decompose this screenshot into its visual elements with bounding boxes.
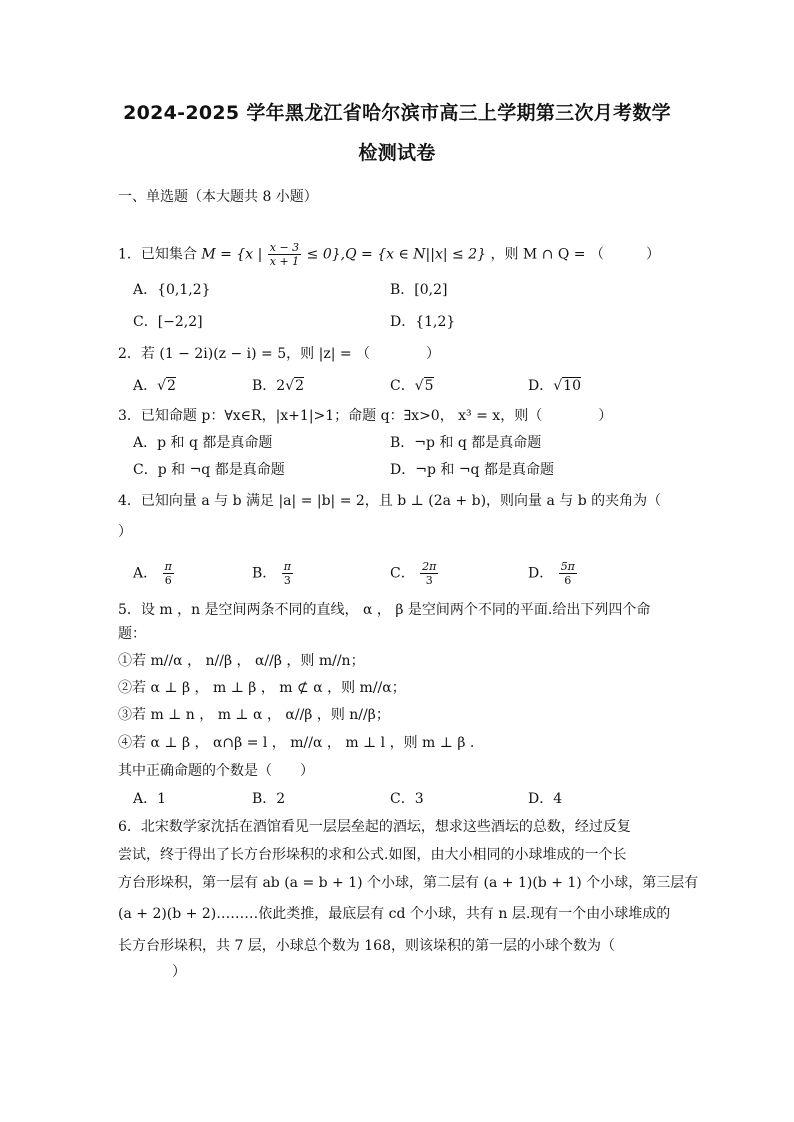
question-6-line4: (a + 2)(b + 2)………依此类推，最底层有 cd 个小球，共有 n 层.现有一个由小球堆成的 <box>118 906 671 922</box>
q4-option-a <box>133 560 175 587</box>
q5-option-b: B．2 <box>252 791 286 807</box>
question-2: 2．若 (1 − 2i)(z − i) = 5，则 |z| = （ ） <box>118 346 441 362</box>
q4-option-d <box>528 560 578 587</box>
question-5-line1: 5．设 m ，n 是空间两条不同的直线， α ， β 是空间两个不同的平面.给出下列四个命 <box>118 602 651 618</box>
q4-d-num: 5π <box>560 560 575 573</box>
q2-option-d-radicand: 10 <box>563 378 581 394</box>
q4-option-a-frac <box>163 560 174 587</box>
q1-set-m-close: ≤ 0},Q = {x ∈ N||x| ≤ 2} <box>306 246 487 263</box>
q5-item-2: ②若 α ⊥ β ， m ⊥ β ， m ⊄ α ，则 m//α； <box>118 680 406 696</box>
question-4-line1: 4．已知向量 a 与 b 满足 |a| = |b| = 2，且 b ⊥ (2a + b)，则向量 a 与 b 的夹角为（ <box>118 493 662 509</box>
q2-option-c-label: C． <box>390 378 415 394</box>
q2-option-a-radicand: 2 <box>167 378 176 394</box>
exam-title-line1: 2024-2025 学年黑龙江省哈尔滨市高三上学期第三次月考数学 <box>123 102 671 124</box>
q1-frac-num: x − 3 <box>269 241 300 254</box>
q4-option-b <box>252 560 294 587</box>
q4-a-den: 6 <box>164 574 172 587</box>
q4-option-d-frac <box>559 560 577 587</box>
q5-option-c: C．3 <box>390 791 424 807</box>
q1-suffix: ，则 M ∩ Q = （ ） <box>490 246 660 263</box>
section-heading: 一、单选题（本大题共 8 小题） <box>118 189 318 205</box>
question-4-line2: ） <box>118 524 132 540</box>
question-6-line3: 方台形垛积，第一层有 ab (a = b + 1) 个小球，第二层有 (a + 1)(b + 1) 个小球，第三层有 <box>118 875 699 891</box>
sqrt-icon: √ <box>553 378 563 394</box>
question-6-line6: ） <box>172 964 186 980</box>
q4-option-c-label: C． <box>390 565 415 582</box>
q4-option-d-label: D． <box>528 565 554 582</box>
q5-option-d: D．4 <box>528 791 563 807</box>
q1-option-b: B．[0,2] <box>390 282 448 298</box>
q1-option-d: D．{1,2} <box>390 314 456 330</box>
q1-fraction <box>268 241 301 268</box>
q3-option-c: C．p 和 ¬q 都是真命题 <box>133 462 285 478</box>
q4-c-num: 2π <box>422 560 437 573</box>
q2-option-a-label: A． <box>133 378 158 394</box>
question-6-line2: 尝试，终于得出了长方台形垛积的求和公式.如图，由大小相同的小球堆成的一个长 <box>118 847 627 863</box>
q5-option-a: A．1 <box>133 791 167 807</box>
q5-item-3: ③若 m ⊥ n ， m ⊥ α ， α//β ，则 n//β； <box>118 707 390 723</box>
q4-option-b-label: B． <box>252 565 277 582</box>
question-5-line2: 题： <box>118 626 146 642</box>
q2-option-d <box>528 377 581 395</box>
q2-option-b-label: B．2 <box>252 378 286 394</box>
q5-question: 其中正确命题的个数是（ ） <box>118 763 314 779</box>
sqrt-icon: √ <box>157 378 167 394</box>
q2-option-a <box>133 377 176 395</box>
question-1 <box>118 241 660 268</box>
q3-option-b: B．¬p 和 q 都是真命题 <box>390 435 542 451</box>
q4-b-den: 3 <box>283 574 291 587</box>
q3-option-d: D．¬p 和 ¬q 都是真命题 <box>390 462 554 478</box>
q5-item-1: ①若 m//α ， n//β ， α//β ，则 m//n； <box>118 653 365 669</box>
question-6-line1: 6．北宋数学家沈括在酒馆看见一层层垒起的酒坛，想求这些酒坛的总数，经过反复 <box>118 819 631 835</box>
q4-c-den: 3 <box>425 574 433 587</box>
q1-option-c: C．[−2,2] <box>133 314 203 330</box>
q4-option-a-label: A． <box>133 565 158 582</box>
sqrt-icon: √ <box>285 378 295 394</box>
question-6-line5: 长方台形垛积，共 7 层，小球总个数为 168，则该垛积的第一层的小球个数为（ <box>118 938 615 954</box>
q2-option-c-radicand: 5 <box>424 378 434 394</box>
q1-frac-den: x + 1 <box>269 255 300 268</box>
q4-d-den: 6 <box>564 574 572 587</box>
q4-option-c-frac <box>420 560 438 587</box>
sqrt-icon: √ <box>414 378 424 394</box>
q4-option-b-frac <box>282 560 293 587</box>
q2-option-b-radicand: 2 <box>295 378 305 394</box>
exam-title-line2: 检测试卷 <box>358 142 436 164</box>
q4-a-num: π <box>164 560 172 573</box>
q1-prefix: 1．已知集合 <box>118 246 197 263</box>
q4-b-num: π <box>283 560 291 573</box>
q5-item-4: ④若 α ⊥ β ， α∩β = l ， m//α ， m ⊥ l ，则 m ⊥ β . <box>118 735 475 751</box>
q2-option-d-label: D． <box>528 378 554 394</box>
q1-option-a: A．{0,1,2} <box>133 282 211 298</box>
q3-option-a: A．p 和 q 都是真命题 <box>133 435 273 451</box>
q2-option-b <box>252 377 304 395</box>
q4-option-c <box>390 560 439 587</box>
question-3: 3．已知命题 p：∀x∈R，|x+1|>1；命题 q：∃x>0， x³ = x，则（ ） <box>118 408 613 424</box>
q1-set-m-open: M = {x | <box>201 246 263 263</box>
q2-option-c <box>390 377 434 395</box>
